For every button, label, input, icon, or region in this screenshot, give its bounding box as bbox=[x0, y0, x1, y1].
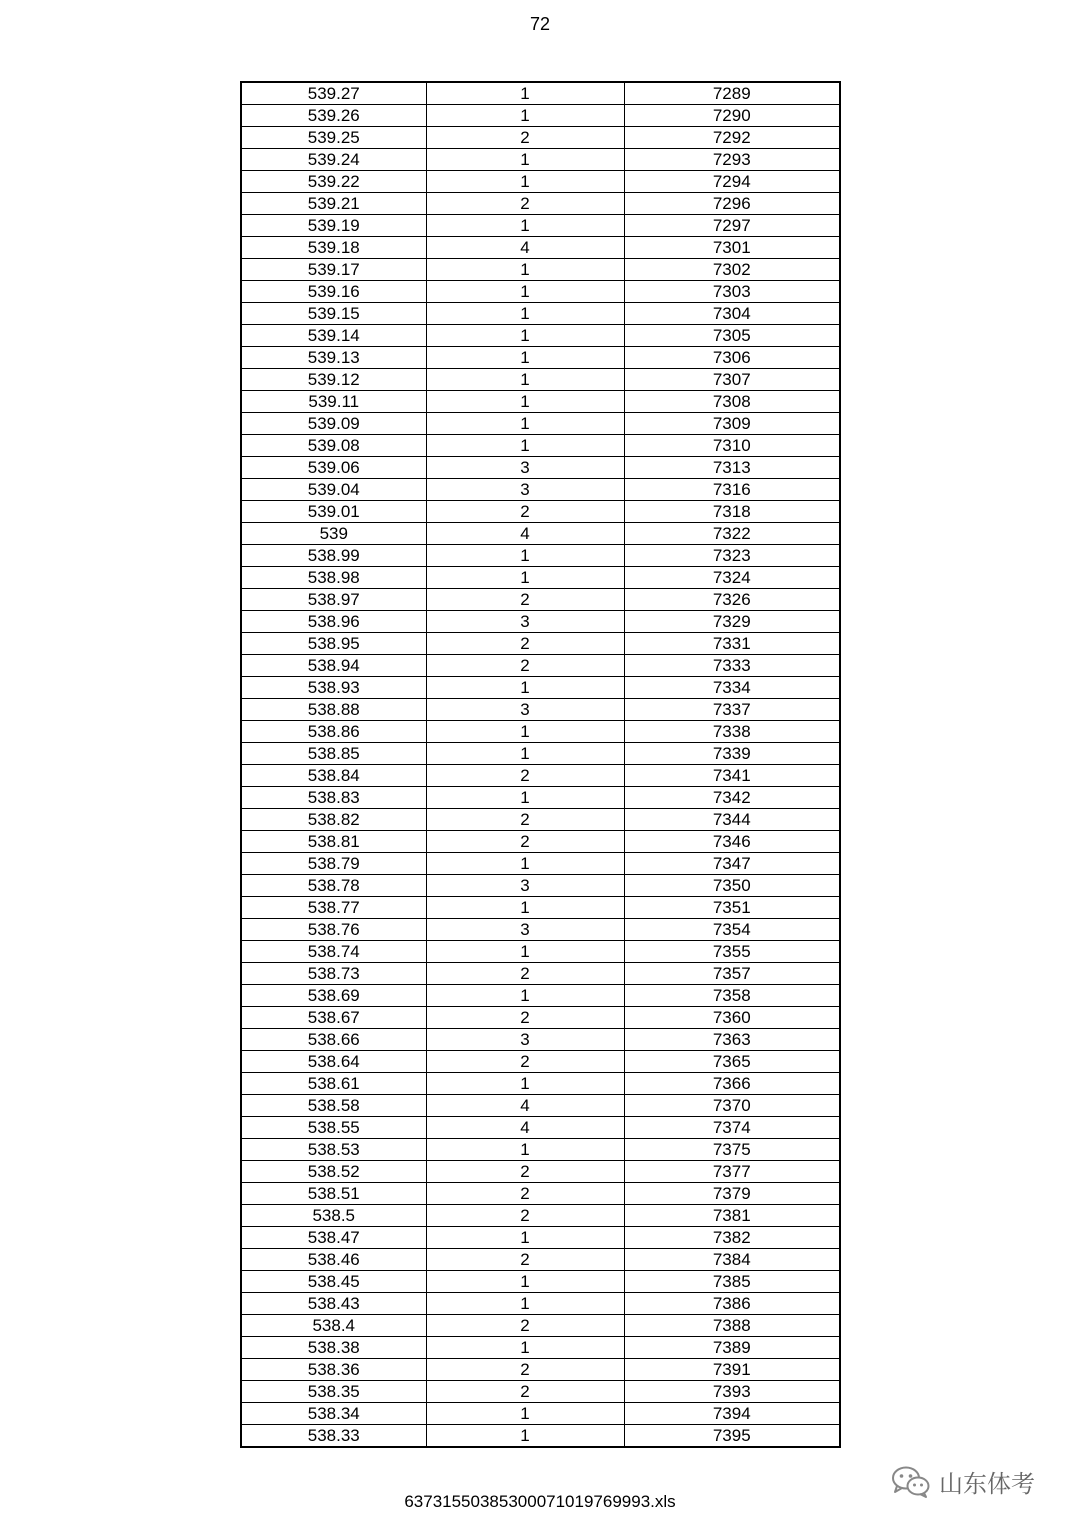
table-cell: 7351 bbox=[624, 897, 840, 919]
table-row bbox=[241, 765, 840, 787]
table-cell: 538.36 bbox=[241, 1359, 426, 1381]
table-cell: 7366 bbox=[624, 1073, 840, 1095]
table-cell: 7326 bbox=[624, 589, 840, 611]
table-cell: 538.67 bbox=[241, 1007, 426, 1029]
table-row bbox=[241, 721, 840, 743]
table-cell: 538.35 bbox=[241, 1381, 426, 1403]
table-row bbox=[241, 1227, 840, 1249]
table-cell: 539.26 bbox=[241, 105, 426, 127]
table-cell: 7305 bbox=[624, 325, 840, 347]
table-row bbox=[241, 391, 840, 413]
table-cell: 4 bbox=[426, 1117, 624, 1139]
table-cell: 538.47 bbox=[241, 1227, 426, 1249]
table-cell: 7313 bbox=[624, 457, 840, 479]
table-row bbox=[241, 1315, 840, 1337]
table-row bbox=[241, 809, 840, 831]
table-row bbox=[241, 589, 840, 611]
table-cell: 538.88 bbox=[241, 699, 426, 721]
table-cell: 538.85 bbox=[241, 743, 426, 765]
table-row bbox=[241, 941, 840, 963]
table-cell: 7289 bbox=[624, 82, 840, 105]
table-cell: 1 bbox=[426, 149, 624, 171]
table-cell: 1 bbox=[426, 985, 624, 1007]
table-row bbox=[241, 1381, 840, 1403]
table-cell: 7342 bbox=[624, 787, 840, 809]
table-cell: 7384 bbox=[624, 1249, 840, 1271]
table-cell: 538.45 bbox=[241, 1271, 426, 1293]
table-row bbox=[241, 1249, 840, 1271]
table-row bbox=[241, 677, 840, 699]
page-number: 72 bbox=[529, 14, 551, 34]
table-cell: 1 bbox=[426, 677, 624, 699]
table-cell: 7292 bbox=[624, 127, 840, 149]
table-cell: 3 bbox=[426, 919, 624, 941]
table-cell: 538.77 bbox=[241, 897, 426, 919]
table-row bbox=[241, 1007, 840, 1029]
table-cell: 7333 bbox=[624, 655, 840, 677]
table-row bbox=[241, 303, 840, 325]
table-cell: 7322 bbox=[624, 523, 840, 545]
table-cell: 538.83 bbox=[241, 787, 426, 809]
table-cell: 1 bbox=[426, 1293, 624, 1315]
table-cell: 1 bbox=[426, 1403, 624, 1425]
table-row bbox=[241, 105, 840, 127]
table-row bbox=[241, 787, 840, 809]
table-row bbox=[241, 1139, 840, 1161]
table-cell: 7302 bbox=[624, 259, 840, 281]
table-cell: 1 bbox=[426, 897, 624, 919]
table-cell: 2 bbox=[426, 127, 624, 149]
table-row bbox=[241, 853, 840, 875]
table-cell: 7303 bbox=[624, 281, 840, 303]
table-cell: 538.5 bbox=[241, 1205, 426, 1227]
table-cell: 7324 bbox=[624, 567, 840, 589]
table-cell: 2 bbox=[426, 963, 624, 985]
table-cell: 3 bbox=[426, 699, 624, 721]
table-row bbox=[241, 963, 840, 985]
table-cell: 538.43 bbox=[241, 1293, 426, 1315]
table-row bbox=[241, 1183, 840, 1205]
table-row bbox=[241, 897, 840, 919]
table-row bbox=[241, 413, 840, 435]
table-cell: 7307 bbox=[624, 369, 840, 391]
table-row bbox=[241, 82, 840, 105]
table-row bbox=[241, 633, 840, 655]
table-cell: 539.12 bbox=[241, 369, 426, 391]
table-cell: 2 bbox=[426, 1183, 624, 1205]
table-cell: 7306 bbox=[624, 347, 840, 369]
table-row bbox=[241, 1337, 840, 1359]
table-cell: 7355 bbox=[624, 941, 840, 963]
table-cell: 538.69 bbox=[241, 985, 426, 1007]
table-cell: 7374 bbox=[624, 1117, 840, 1139]
table-cell: 3 bbox=[426, 875, 624, 897]
table-cell: 7341 bbox=[624, 765, 840, 787]
table-cell: 538.99 bbox=[241, 545, 426, 567]
table-row bbox=[241, 1051, 840, 1073]
table-cell: 1 bbox=[426, 743, 624, 765]
table-cell: 4 bbox=[426, 237, 624, 259]
table-cell: 538.82 bbox=[241, 809, 426, 831]
table-cell: 539.21 bbox=[241, 193, 426, 215]
table-cell: 7296 bbox=[624, 193, 840, 215]
footer-filename: 63731550385300071019769993.xls bbox=[404, 1492, 676, 1511]
table-cell: 2 bbox=[426, 809, 624, 831]
table-row bbox=[241, 347, 840, 369]
table-body bbox=[241, 82, 840, 1447]
table-cell: 1 bbox=[426, 391, 624, 413]
table-cell: 2 bbox=[426, 1205, 624, 1227]
table-cell: 7357 bbox=[624, 963, 840, 985]
table-cell: 538.58 bbox=[241, 1095, 426, 1117]
table-cell: 1 bbox=[426, 435, 624, 457]
table-row bbox=[241, 435, 840, 457]
table-cell: 1 bbox=[426, 171, 624, 193]
table-cell: 539.06 bbox=[241, 457, 426, 479]
table-cell: 538.95 bbox=[241, 633, 426, 655]
table-row bbox=[241, 743, 840, 765]
table-cell: 2 bbox=[426, 1161, 624, 1183]
table-cell: 2 bbox=[426, 1381, 624, 1403]
table-cell: 7395 bbox=[624, 1425, 840, 1448]
table-row bbox=[241, 1073, 840, 1095]
table-cell: 7365 bbox=[624, 1051, 840, 1073]
watermark-text: 山东体考 bbox=[939, 1470, 1035, 1498]
table-row bbox=[241, 127, 840, 149]
table-row bbox=[241, 919, 840, 941]
table-cell: 7350 bbox=[624, 875, 840, 897]
table-cell: 538.55 bbox=[241, 1117, 426, 1139]
table-cell: 7344 bbox=[624, 809, 840, 831]
table-row bbox=[241, 193, 840, 215]
table-cell: 7301 bbox=[624, 237, 840, 259]
table-cell: 1 bbox=[426, 82, 624, 105]
table-row bbox=[241, 1359, 840, 1381]
table-cell: 7297 bbox=[624, 215, 840, 237]
table-cell: 7347 bbox=[624, 853, 840, 875]
table-cell: 7382 bbox=[624, 1227, 840, 1249]
table-row bbox=[241, 875, 840, 897]
table-cell: 7346 bbox=[624, 831, 840, 853]
table-cell: 538.86 bbox=[241, 721, 426, 743]
table-cell: 539.22 bbox=[241, 171, 426, 193]
table-cell: 2 bbox=[426, 1249, 624, 1271]
table-row bbox=[241, 1117, 840, 1139]
table-cell: 2 bbox=[426, 589, 624, 611]
table-cell: 7290 bbox=[624, 105, 840, 127]
table-cell: 2 bbox=[426, 831, 624, 853]
table-row bbox=[241, 259, 840, 281]
table-cell: 1 bbox=[426, 1337, 624, 1359]
table-cell: 1 bbox=[426, 369, 624, 391]
table-cell: 539 bbox=[241, 523, 426, 545]
table-cell: 1 bbox=[426, 259, 624, 281]
table-cell: 7304 bbox=[624, 303, 840, 325]
table-cell: 1 bbox=[426, 1227, 624, 1249]
table-cell: 539.16 bbox=[241, 281, 426, 303]
table-cell: 7393 bbox=[624, 1381, 840, 1403]
table-cell: 539.04 bbox=[241, 479, 426, 501]
table-row bbox=[241, 501, 840, 523]
table-cell: 538.53 bbox=[241, 1139, 426, 1161]
table-row bbox=[241, 1205, 840, 1227]
table-cell: 539.01 bbox=[241, 501, 426, 523]
table-cell: 538.33 bbox=[241, 1425, 426, 1448]
table-cell: 539.25 bbox=[241, 127, 426, 149]
table-cell: 538.74 bbox=[241, 941, 426, 963]
table-cell: 539.08 bbox=[241, 435, 426, 457]
table-cell: 538.46 bbox=[241, 1249, 426, 1271]
table-cell: 7331 bbox=[624, 633, 840, 655]
table-cell: 1 bbox=[426, 787, 624, 809]
table-row bbox=[241, 545, 840, 567]
table-row bbox=[241, 699, 840, 721]
table-cell: 3 bbox=[426, 1029, 624, 1051]
table-cell: 7310 bbox=[624, 435, 840, 457]
table-cell: 539.27 bbox=[241, 82, 426, 105]
table-cell: 2 bbox=[426, 655, 624, 677]
table-row bbox=[241, 1029, 840, 1051]
table-cell: 1 bbox=[426, 1271, 624, 1293]
table-cell: 1 bbox=[426, 545, 624, 567]
table-cell: 7363 bbox=[624, 1029, 840, 1051]
table-cell: 538.81 bbox=[241, 831, 426, 853]
table-cell: 4 bbox=[426, 523, 624, 545]
table-row bbox=[241, 831, 840, 853]
table-cell: 2 bbox=[426, 1007, 624, 1029]
table-cell: 538.51 bbox=[241, 1183, 426, 1205]
table-cell: 1 bbox=[426, 721, 624, 743]
table-cell: 7323 bbox=[624, 545, 840, 567]
table-row bbox=[241, 457, 840, 479]
table-cell: 2 bbox=[426, 633, 624, 655]
table-row bbox=[241, 1403, 840, 1425]
table-cell: 538.98 bbox=[241, 567, 426, 589]
table-cell: 7370 bbox=[624, 1095, 840, 1117]
table-cell: 538.61 bbox=[241, 1073, 426, 1095]
table-cell: 7329 bbox=[624, 611, 840, 633]
table-row bbox=[241, 1293, 840, 1315]
table-cell: 538.97 bbox=[241, 589, 426, 611]
table-cell: 7381 bbox=[624, 1205, 840, 1227]
table-row bbox=[241, 215, 840, 237]
table-cell: 538.94 bbox=[241, 655, 426, 677]
table-cell: 7309 bbox=[624, 413, 840, 435]
table-cell: 2 bbox=[426, 501, 624, 523]
table-row bbox=[241, 985, 840, 1007]
table-row bbox=[241, 523, 840, 545]
table-cell: 7388 bbox=[624, 1315, 840, 1337]
table-row bbox=[241, 479, 840, 501]
table-cell: 538.34 bbox=[241, 1403, 426, 1425]
table-cell: 539.15 bbox=[241, 303, 426, 325]
table-cell: 7294 bbox=[624, 171, 840, 193]
table-cell: 538.96 bbox=[241, 611, 426, 633]
table-cell: 1 bbox=[426, 347, 624, 369]
table-cell: 538.73 bbox=[241, 963, 426, 985]
table-cell: 2 bbox=[426, 1315, 624, 1337]
table-row bbox=[241, 281, 840, 303]
table-cell: 1 bbox=[426, 1425, 624, 1448]
table-cell: 539.19 bbox=[241, 215, 426, 237]
table-cell: 1 bbox=[426, 303, 624, 325]
table-cell: 7334 bbox=[624, 677, 840, 699]
table-cell: 538.76 bbox=[241, 919, 426, 941]
table-cell: 538.64 bbox=[241, 1051, 426, 1073]
table-row bbox=[241, 149, 840, 171]
table-cell: 7394 bbox=[624, 1403, 840, 1425]
table-cell: 1 bbox=[426, 281, 624, 303]
table-cell: 7318 bbox=[624, 501, 840, 523]
table-cell: 7377 bbox=[624, 1161, 840, 1183]
table-cell: 3 bbox=[426, 479, 624, 501]
table-cell: 2 bbox=[426, 193, 624, 215]
table-cell: 1 bbox=[426, 567, 624, 589]
table-cell: 7339 bbox=[624, 743, 840, 765]
table-row bbox=[241, 325, 840, 347]
table-row bbox=[241, 567, 840, 589]
table-cell: 7389 bbox=[624, 1337, 840, 1359]
table-cell: 539.13 bbox=[241, 347, 426, 369]
table-cell: 538.84 bbox=[241, 765, 426, 787]
score-table bbox=[240, 81, 841, 1448]
table-cell: 1 bbox=[426, 1073, 624, 1095]
table-row bbox=[241, 1095, 840, 1117]
table-row bbox=[241, 171, 840, 193]
table-row bbox=[241, 655, 840, 677]
table-row bbox=[241, 1161, 840, 1183]
table-cell: 2 bbox=[426, 1359, 624, 1381]
table-cell: 538.93 bbox=[241, 677, 426, 699]
table-cell: 2 bbox=[426, 1051, 624, 1073]
table-cell: 538.38 bbox=[241, 1337, 426, 1359]
table-cell: 7386 bbox=[624, 1293, 840, 1315]
table-cell: 7375 bbox=[624, 1139, 840, 1161]
table-cell: 7391 bbox=[624, 1359, 840, 1381]
table-cell: 7358 bbox=[624, 985, 840, 1007]
table-cell: 539.24 bbox=[241, 149, 426, 171]
table-cell: 7379 bbox=[624, 1183, 840, 1205]
table-row bbox=[241, 369, 840, 391]
table-cell: 7293 bbox=[624, 149, 840, 171]
table-row bbox=[241, 1425, 840, 1448]
table-cell: 1 bbox=[426, 941, 624, 963]
table-cell: 1 bbox=[426, 325, 624, 347]
table-cell: 539.14 bbox=[241, 325, 426, 347]
table-cell: 1 bbox=[426, 853, 624, 875]
table-cell: 538.52 bbox=[241, 1161, 426, 1183]
table-cell: 7337 bbox=[624, 699, 840, 721]
table-row bbox=[241, 1271, 840, 1293]
table-cell: 538.66 bbox=[241, 1029, 426, 1051]
table-cell: 7338 bbox=[624, 721, 840, 743]
table-cell: 538.78 bbox=[241, 875, 426, 897]
table-cell: 539.09 bbox=[241, 413, 426, 435]
table-cell: 538.4 bbox=[241, 1315, 426, 1337]
table-row bbox=[241, 611, 840, 633]
table-cell: 539.11 bbox=[241, 391, 426, 413]
table-cell: 7385 bbox=[624, 1271, 840, 1293]
table-cell: 1 bbox=[426, 105, 624, 127]
table-cell: 539.17 bbox=[241, 259, 426, 281]
table-cell: 2 bbox=[426, 765, 624, 787]
table-cell: 7360 bbox=[624, 1007, 840, 1029]
table-cell: 7316 bbox=[624, 479, 840, 501]
table-cell: 3 bbox=[426, 611, 624, 633]
table-cell: 1 bbox=[426, 1139, 624, 1161]
table-cell: 538.79 bbox=[241, 853, 426, 875]
table-cell: 1 bbox=[426, 215, 624, 237]
table-row bbox=[241, 237, 840, 259]
table-cell: 539.18 bbox=[241, 237, 426, 259]
table-cell: 4 bbox=[426, 1095, 624, 1117]
table-cell: 1 bbox=[426, 413, 624, 435]
table-cell: 7308 bbox=[624, 391, 840, 413]
table-cell: 3 bbox=[426, 457, 624, 479]
table-cell: 7354 bbox=[624, 919, 840, 941]
